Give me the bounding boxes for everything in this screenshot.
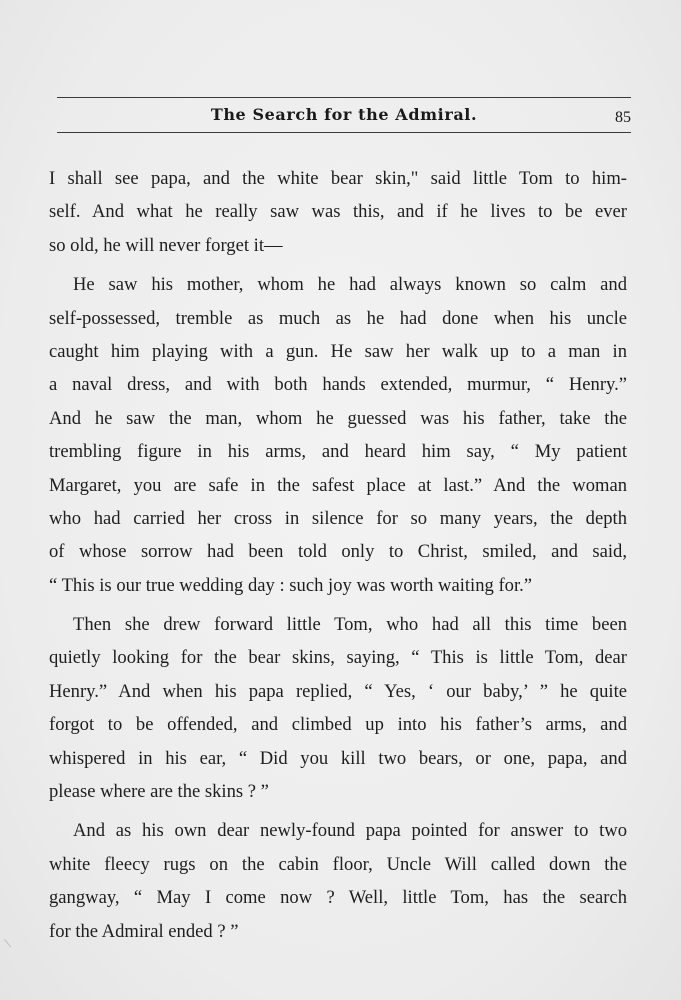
text-line: gangway, “ May I come now ? Well, little Tom, has the search xyxy=(49,887,627,909)
margin-mark xyxy=(4,933,19,948)
text-line: And he saw the man, whom he guessed was his father, take the xyxy=(49,407,627,429)
text-line: of whose sorrow had been told only to Christ, smiled, and said, xyxy=(49,541,627,563)
text-line: And as his own dear newly-found papa pointed for answer to two xyxy=(73,820,627,842)
text-line: white fleecy rugs on the cabin floor, Uncle Will called down the xyxy=(49,853,627,875)
header-rule-bottom xyxy=(57,132,631,133)
running-head xyxy=(57,101,631,131)
body-text xyxy=(49,162,627,948)
text-line: “ This is our true wedding day : such joy was worth waiting for.” xyxy=(49,574,533,596)
page-number: 85 xyxy=(615,109,631,126)
text-line: forgot to be offended, and climbed up into his father’s arms, and xyxy=(49,714,627,736)
text-line: quietly looking for the bear skins, saying, “ This is little Tom, dear xyxy=(49,647,627,669)
text-line: trembling figure in his arms, and heard him say, “ My patient xyxy=(49,441,627,463)
text-line: I shall see papa, and the white bear skin," said little Tom to him- xyxy=(49,168,627,189)
text-line: Henry.” And when his papa replied, “ Yes, ‘ our baby,’ ” he quite xyxy=(49,680,627,702)
text-line: Then she drew forward little Tom, who had all this time been xyxy=(73,614,627,636)
running-title: The Search for the Admiral. xyxy=(210,105,478,124)
text-line: whispered in his ear, “ Did you kill two bears, or one, papa, and xyxy=(49,747,627,769)
text-line: self. And what he really saw was this, and if he lives to be ever xyxy=(49,201,627,223)
header-rule-top xyxy=(57,97,631,98)
text-line: self-possessed, tremble as much as he had done when his uncle xyxy=(49,307,627,329)
text-line: so old, he will never forget it— xyxy=(49,234,283,256)
text-line: for the Admiral ended ? ” xyxy=(49,920,239,942)
text-line: He saw his mother, whom he had always known so calm and xyxy=(73,274,627,296)
text-line: caught him playing with a gun. He saw her walk up to a man in xyxy=(49,340,627,362)
text-line: please where are the skins ? ” xyxy=(49,781,269,803)
text-line: who had carried her cross in silence for so many years, the depth xyxy=(49,507,627,529)
text-line: a naval dress, and with both hands extended, murmur, “ Henry.” xyxy=(49,374,627,396)
text-line: Margaret, you are safe in the safest place at last.” And the woman xyxy=(49,474,627,496)
